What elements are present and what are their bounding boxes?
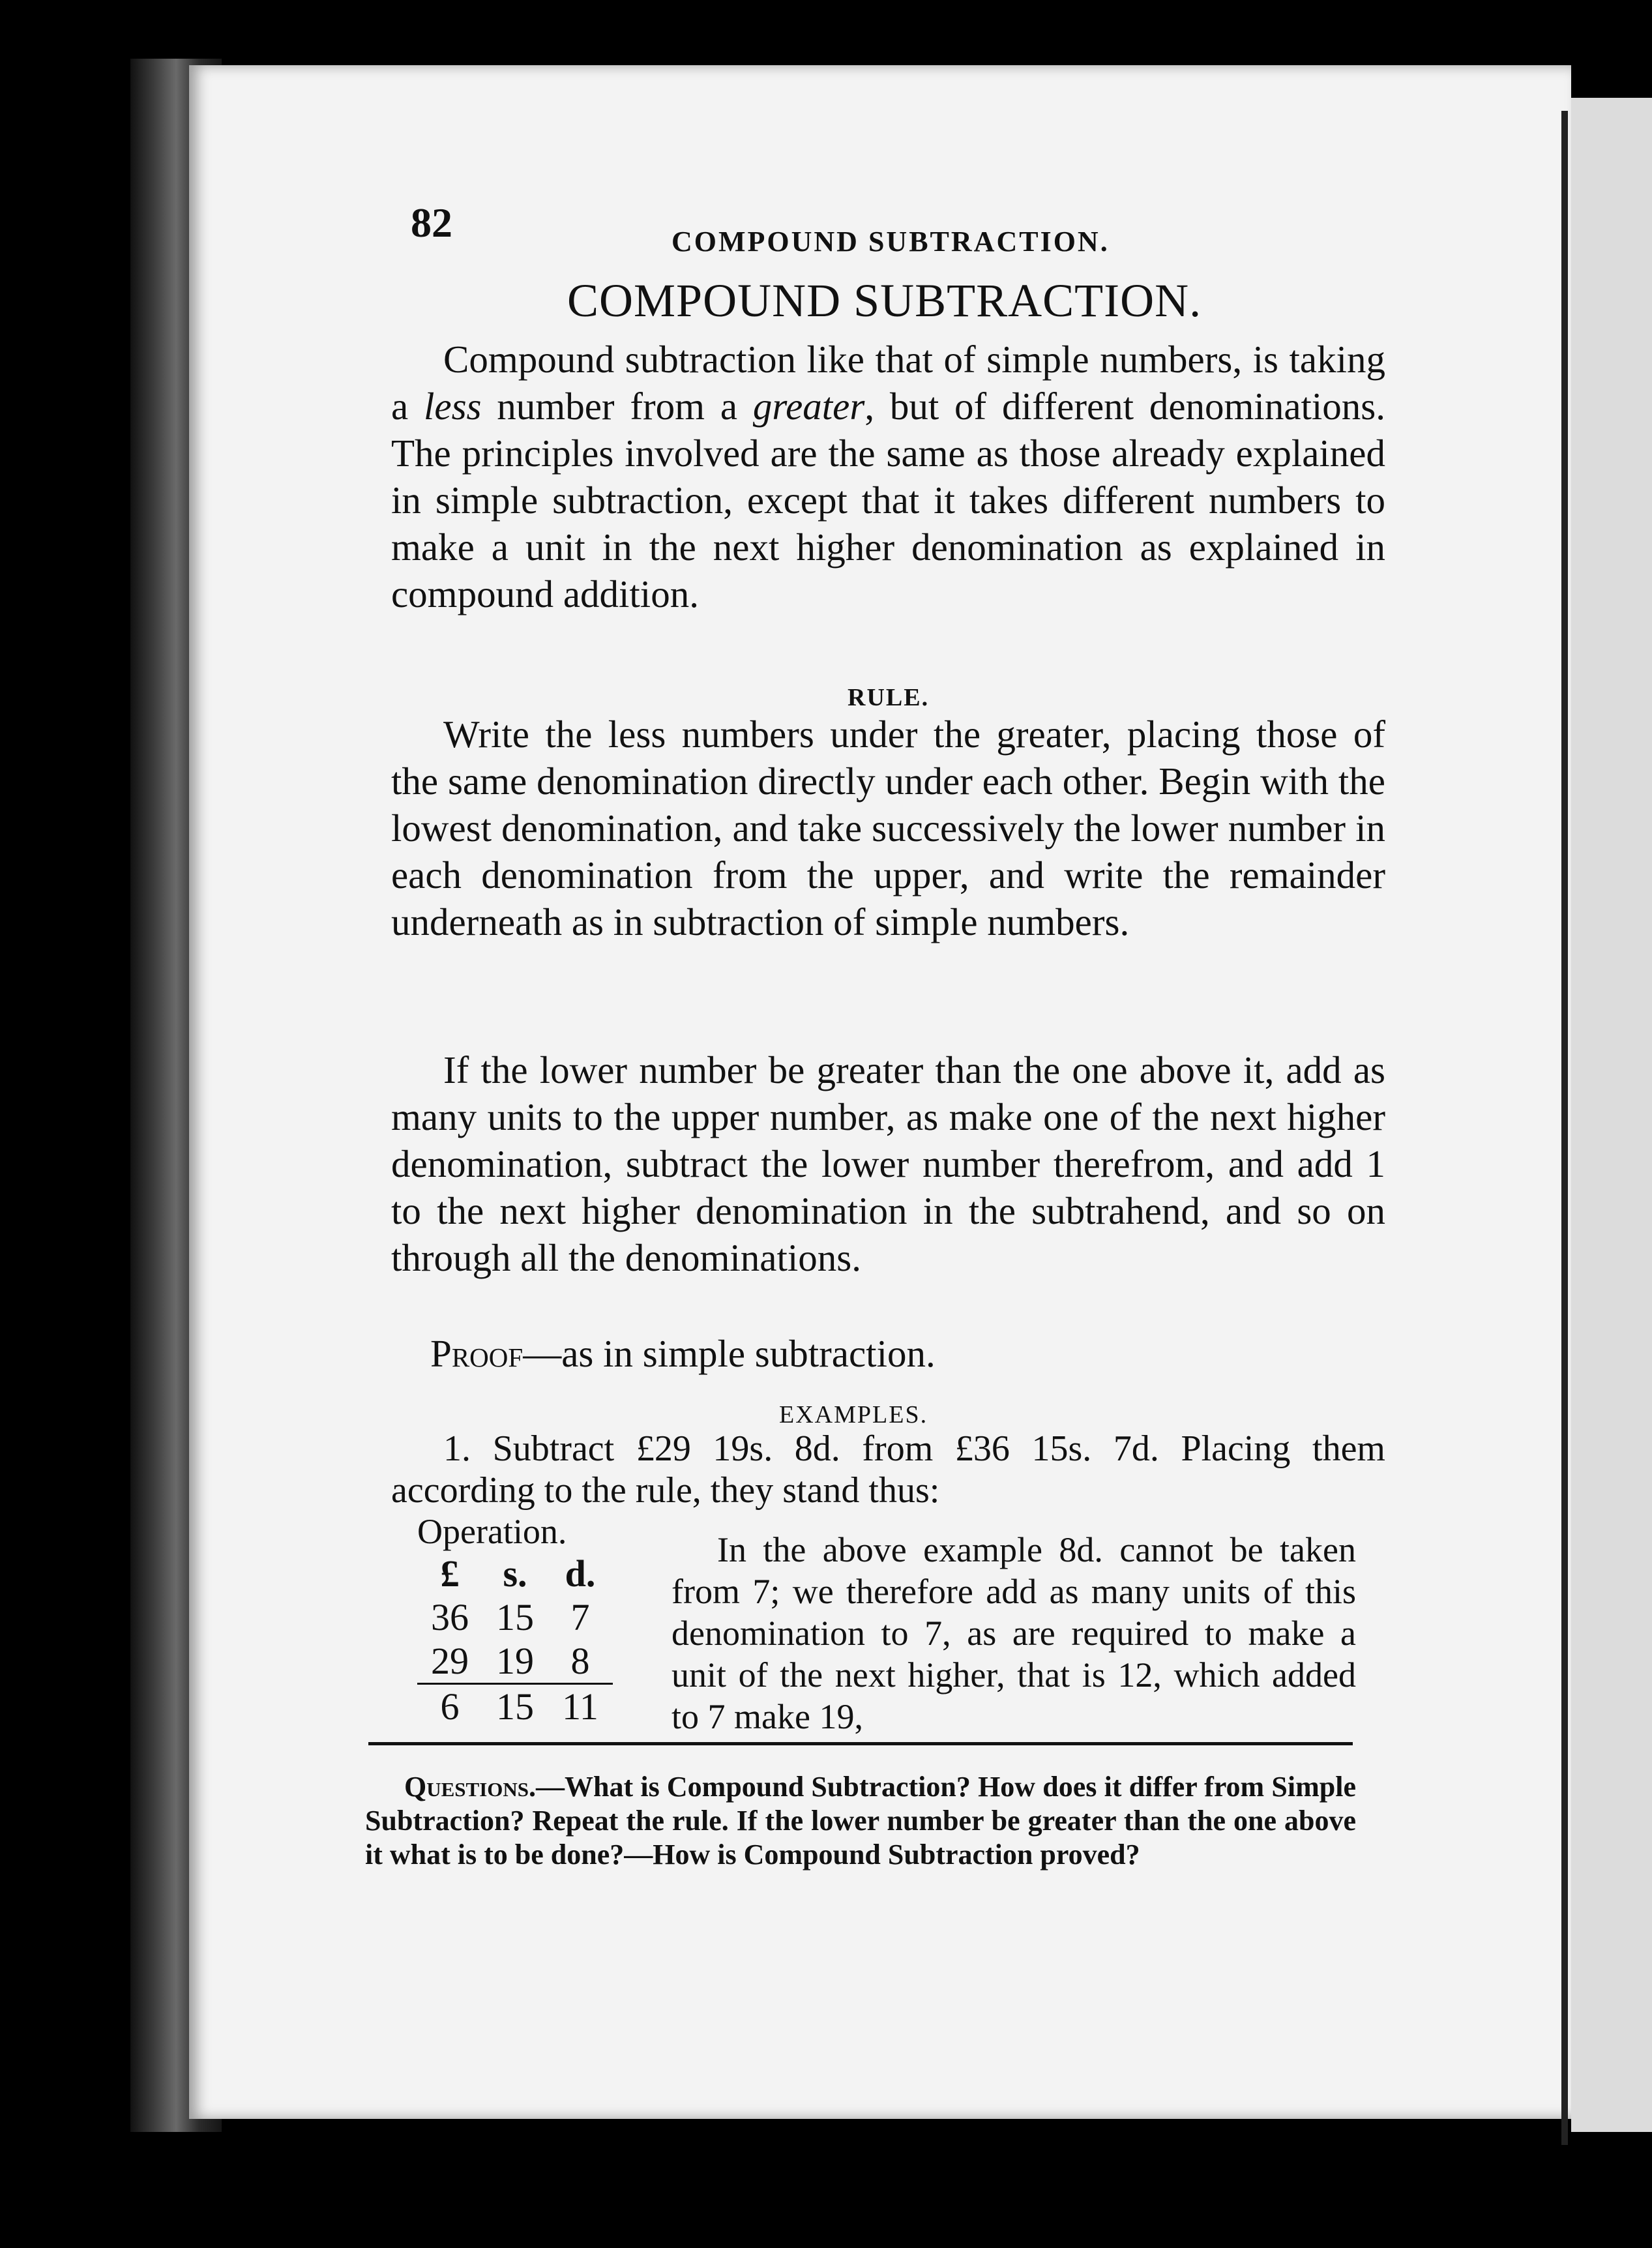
example-1-text: 1. Subtract £29 19s. 8d. from £36 15s. 7d. Placing them according to the rule, they stand thus:: [391, 1428, 1385, 1511]
rule-heading: RULE.: [848, 684, 930, 711]
horizontal-divider: [368, 1742, 1353, 1745]
intro-paragraph: [391, 336, 1385, 617]
operation-result-row: [417, 1684, 613, 1729]
examples-heading: EXAMPLES.: [779, 1401, 928, 1428]
header-shillings: s.: [503, 1552, 527, 1595]
subtrahend-pence: 8: [570, 1640, 590, 1682]
header-pence: d.: [565, 1552, 596, 1595]
facing-page-edge: [1571, 98, 1652, 2132]
header-pounds: £: [440, 1552, 460, 1595]
operation-subtrahend-row: [417, 1639, 613, 1684]
intro-part-3: , but of different denominations. The principles involved are the same as those already explained in simple subtraction, except that it takes different numbers to make a unit in the next higher denomination as explained in compound addition.: [391, 385, 1385, 615]
questions-label: Questions.: [404, 1771, 537, 1803]
running-head: COMPOUND SUBTRACTION.: [671, 226, 1110, 258]
operation-label: Operation.: [417, 1512, 567, 1551]
minuend-shillings: 15: [496, 1596, 534, 1638]
page-number: 82: [411, 200, 452, 246]
minuend-pence: 7: [570, 1596, 590, 1638]
minuend-pounds: 36: [431, 1596, 469, 1638]
intro-part-2: number from a: [481, 385, 753, 428]
proof-label: Proof: [430, 1332, 524, 1375]
rule-extra-paragraph: If the lower number be greater than the one above it, add as many units to the upper number, as make one of the next higher denomination, subtract the lower number therefrom, and add 1 to the next higher denomination in the subtrahend, and so on through all the denominations.: [391, 1048, 1385, 1279]
operation-header-row: [417, 1552, 613, 1595]
page-title: COMPOUND SUBTRACTION.: [567, 274, 1202, 327]
proof-text: —as in simple subtraction.: [523, 1332, 936, 1375]
operation-minuend-row: [417, 1595, 613, 1639]
page-edge-line: [1561, 111, 1568, 2145]
proof-paragraph: [391, 1330, 1385, 1377]
result-shillings: 15: [482, 1684, 548, 1729]
result-pence: 11: [548, 1684, 613, 1729]
result-pounds: 6: [417, 1684, 482, 1729]
subtrahend-shillings: 19: [496, 1640, 534, 1682]
questions-text: —What is Compound Subtraction? How does it differ from Simple Subtraction? Repeat the rule. If the lower number be greater than the one above it what is to be done?—How is Compound Subtraction proved?: [365, 1771, 1356, 1871]
operation-table: [417, 1552, 613, 1728]
intro-part-1: Compound subtraction like that of simple numbers, is taking a: [391, 338, 1385, 428]
subtrahend-pounds: 29: [431, 1640, 469, 1682]
intro-emphasis-less: less: [424, 385, 482, 428]
questions-paragraph: [365, 1770, 1356, 1872]
example-explanation: In the above example 8d. cannot be taken from 7; we therefore add as many units of this denomination to 7, as are required to make a unit of the next higher, that is 12, which added to 7 make 19,: [671, 1530, 1356, 1736]
rule-paragraph: Write the less numbers under the greater, placing those of the same denomination directly under each other. Begin with the lowest denomination, and take successively the lower number in each denomination from the upper, and write the remainder underneath as in subtraction of simple numbers.: [391, 713, 1385, 943]
intro-emphasis-greater: greater: [752, 385, 865, 428]
